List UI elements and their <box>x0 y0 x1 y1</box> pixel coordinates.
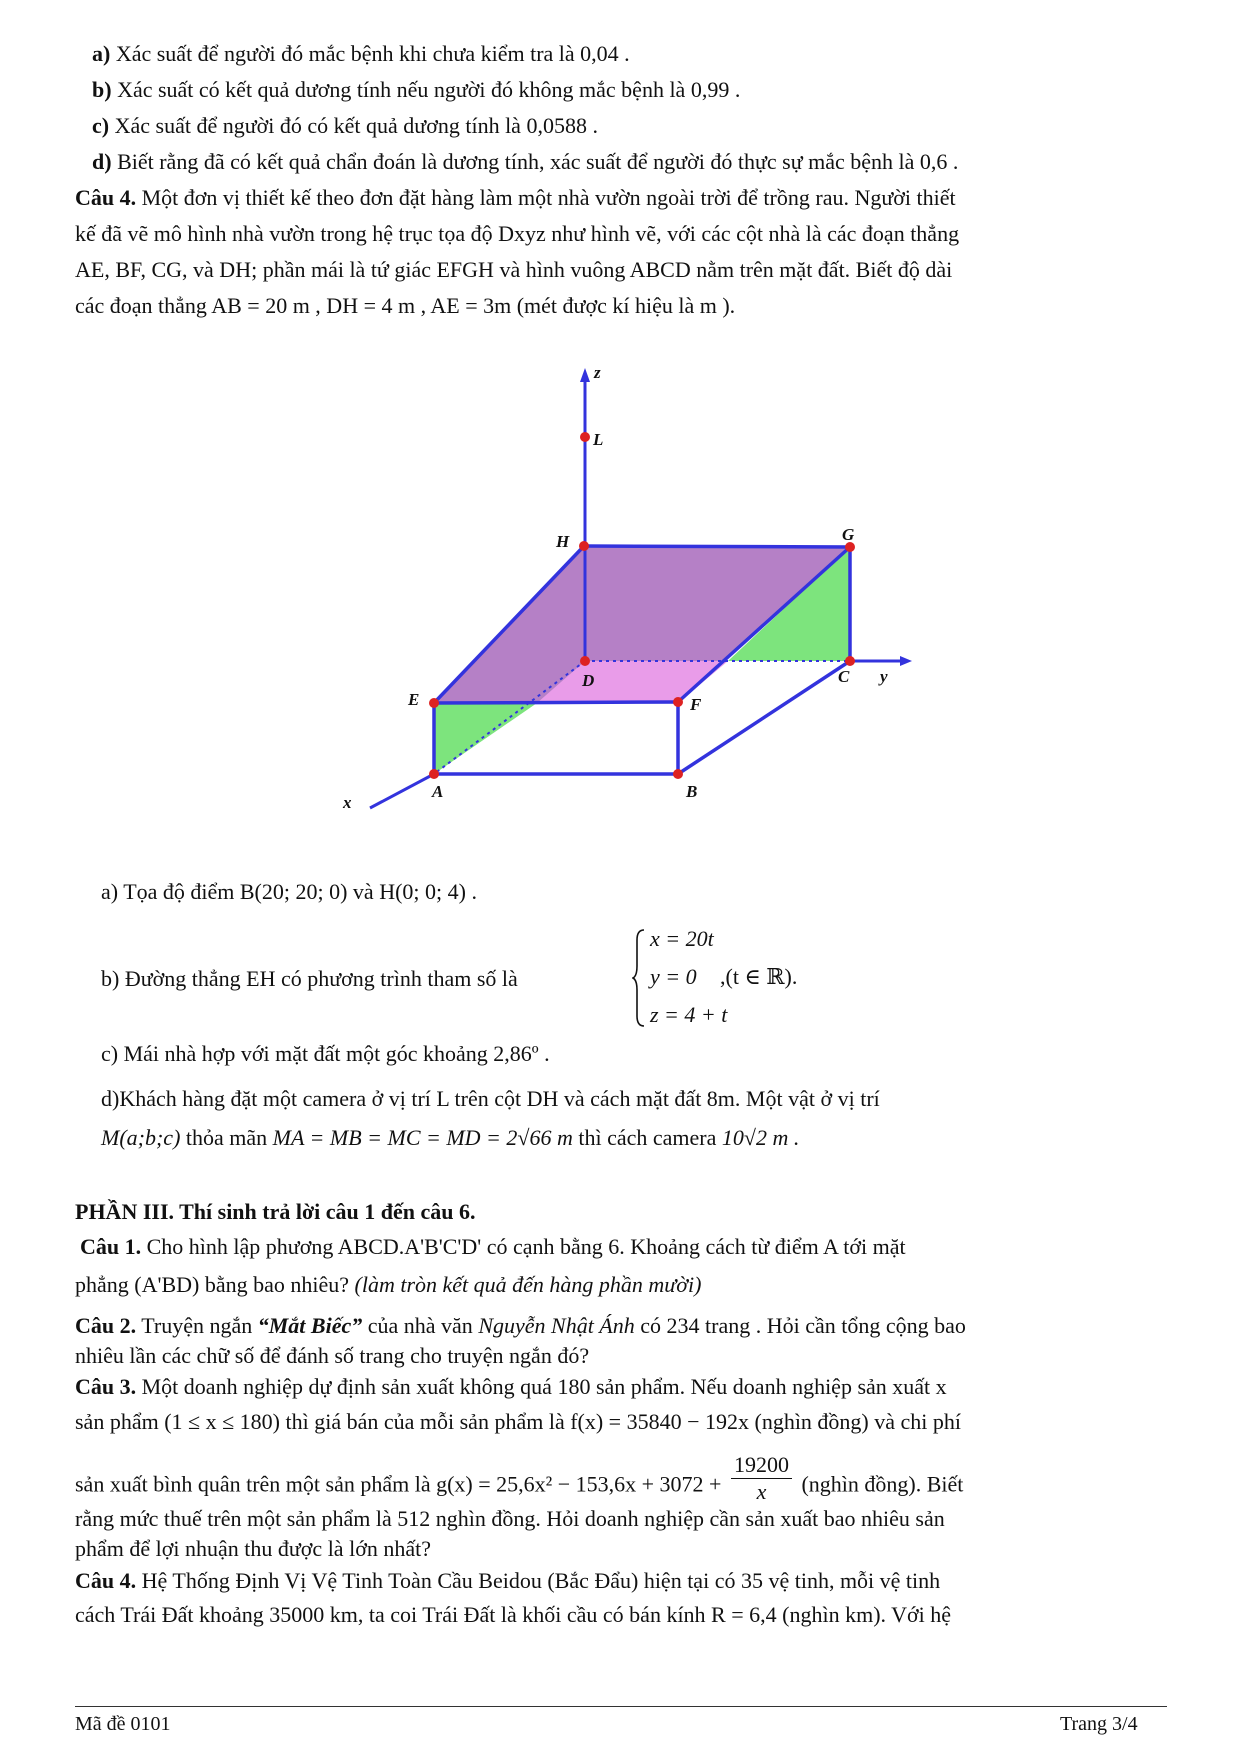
p3-c1-line2 <box>75 1271 702 1299</box>
c1-text-2: phẳng (A'BD) bằng bao nhiêu? <box>75 1272 355 1297</box>
q4-part-d-line2 <box>101 1124 799 1152</box>
label-E: E <box>408 690 420 709</box>
question-label: Câu 3. <box>75 1374 137 1399</box>
q4-part-b <box>101 965 518 993</box>
sys-param: ,(t ∈ ℝ). <box>720 964 798 989</box>
part-d-point: M(a;b;c) <box>101 1125 181 1150</box>
label-A: A <box>432 782 444 801</box>
p3-c2-line1 <box>75 1312 966 1340</box>
c1-note: (làm tròn kết quả đến hàng phần mười) <box>354 1272 702 1297</box>
question-label: Câu 2. <box>75 1313 137 1338</box>
p3-c3-line1 <box>75 1373 947 1401</box>
part-d-math: MA = MB = MC = MD = 2√66 m <box>272 1125 573 1150</box>
c4-text: Hệ Thống Định Vị Vệ Tinh Toàn Cầu Beidou (Bắc Đẩu) hiện tại có 35 vệ tinh, mỗi vệ tinh <box>136 1568 941 1593</box>
q4-part-d-line1 <box>75 1082 1167 1116</box>
label-L: L <box>593 430 604 449</box>
p3-c3-line2: sản phẩm (1 ≤ x ≤ 180) thì giá bán của mỗi sản phẩm là f(x) = 35840 − 192x (nghìn đồng) và chi phí <box>75 1409 962 1434</box>
c1-text: Cho hình lập phương ABCD.A'B'C'D' có cạnh bằng 6. Khoảng cách từ điểm A tới mặt <box>141 1234 906 1259</box>
p3-c3-line4: rằng mức thuế trên một sản phẩm là 512 nghìn đồng. Hỏi doanh nghiệp cần sản xuất bao nhiêu sản <box>75 1506 945 1531</box>
p3-c4-line2: cách Trái Đất khoảng 35000 km, ta coi Trái Đất là khối cầu có bán kính R = 6,4 (nghìn km). Với hệ <box>75 1602 952 1627</box>
c2-author: Nguyễn Nhật Ánh <box>478 1313 635 1338</box>
option-label: d) <box>92 149 112 174</box>
label-H: H <box>556 532 570 551</box>
p3-c4-line1 <box>75 1567 940 1595</box>
label-G: G <box>842 525 855 544</box>
label-y: y <box>880 667 888 686</box>
q4-line-1 <box>75 184 956 212</box>
question-label: Câu 4. <box>75 1568 137 1593</box>
x-axis <box>370 774 434 808</box>
question-label: Câu 1. <box>80 1234 142 1259</box>
sys-eq-3: z = 4 + t <box>650 1002 728 1027</box>
label-z: z <box>594 363 601 382</box>
c2-text-c: của nhà văn <box>362 1313 479 1338</box>
label-F: F <box>690 695 702 714</box>
part3-title: PHẦN III. Thí sinh trả lời câu 1 đến câu 6. <box>75 1199 476 1224</box>
q4-line-2: kế đã vẽ mô hình nhà vườn trong hệ trục tọa độ Dxyz như hình vẽ, với các cột nhà là các đoạn thẳng <box>75 221 960 246</box>
q4-part-a: a) Tọa độ điểm B(20; 20; 0) và H(0; 0; 4) . <box>101 879 477 904</box>
p3-c2-line2: nhiêu lần các chữ số để đánh số trang cho truyện ngắn đó? <box>75 1343 590 1368</box>
part-d-end: 10√2 m . <box>721 1125 800 1150</box>
z-arrow <box>580 368 590 382</box>
sys-eq-1: x = 20t <box>650 926 714 951</box>
c3-text: Một doanh nghiệp dự định sản xuất không quá 180 sản phẩm. Nếu doanh nghiệp sản xuất x <box>136 1374 947 1399</box>
c2-title: “Mắt Biếc” <box>257 1313 363 1338</box>
option-label: c) <box>92 113 110 138</box>
q3-option-a <box>92 40 630 68</box>
label-B: B <box>686 782 698 801</box>
c3-formula: sản xuất bình quân trên một sản phẩm là g(x) = 25,6x² − 153,6x + 3072 + <box>75 1471 722 1497</box>
q3-option-c <box>92 112 598 140</box>
option-label: b) <box>92 77 112 102</box>
fraction-numerator: 19200 <box>731 1452 792 1479</box>
sys-eq-2: y = 0 <box>650 964 697 989</box>
p3-c1-line1 <box>80 1233 906 1261</box>
fraction <box>731 1452 792 1505</box>
part-d-text: d)Khách hàng đặt một camera ở vị trí L trên cột DH và cách mặt đất 8m. Một vật ở vị trí <box>101 1086 880 1111</box>
c2-text-a: Truyện ngắn <box>136 1313 258 1338</box>
option-text: Xác suất có kết quả dương tính nếu người đó không mắc bệnh là 0,99 . <box>117 77 741 102</box>
footer-page-number: Trang 3/4 <box>1060 1713 1138 1735</box>
garden-house-figure <box>300 360 920 820</box>
part-b-prefix: b) Đường thẳng EH có phương trình tham số là <box>101 966 518 991</box>
footer-exam-code: Mã đề 0101 <box>75 1713 171 1735</box>
c2-text-e: có 234 trang . Hỏi cần tổng cộng bao <box>634 1313 966 1338</box>
brace <box>632 928 646 1028</box>
fraction-denominator: x <box>756 1479 767 1504</box>
label-x: x <box>343 793 352 812</box>
option-label: a) <box>92 41 111 66</box>
q4-part-c: c) Mái nhà hợp với mặt đất một góc khoảng 2,86º . <box>101 1041 550 1066</box>
label-D: D <box>582 671 595 690</box>
q3-option-b <box>92 76 740 104</box>
c3-unit: (nghìn đồng). Biết <box>801 1471 964 1497</box>
label-C: C <box>838 667 850 686</box>
p3-c3-line5: phẩm để lợi nhuận thu được là lớn nhất? <box>75 1536 431 1561</box>
y-arrow <box>900 656 912 666</box>
q4-line-3: AE, BF, CG, và DH; phần mái là tứ giác EFGH và hình vuông ABCD nằm trên mặt đất. Biết độ dài <box>75 257 953 282</box>
q4-line-4: các đoạn thẳng AB = 20 m , DH = 4 m , AE = 3m (mét được kí hiệu là m ). <box>75 293 736 318</box>
footer-rule <box>75 1706 1167 1707</box>
part-d-mid2: thì cách camera <box>572 1125 722 1150</box>
option-text: Xác suất để người đó có kết quả dương tính là 0,0588 . <box>114 113 598 138</box>
question-label: Câu 4. <box>75 185 137 210</box>
option-text: Xác suất để người đó mắc bệnh khi chưa kiểm tra là 0,04 . <box>115 41 630 66</box>
part-d-mid: thỏa mãn <box>180 1125 273 1150</box>
q4-text: Một đơn vị thiết kế theo đơn đặt hàng làm một nhà vườn ngoài trời để trồng rau. Người thiết <box>141 185 956 210</box>
option-text: Biết rằng đã có kết quả chẩn đoán là dương tính, xác suất để người đó thực sự mắc bệnh là 0,6 . <box>117 149 959 174</box>
q3-option-d <box>92 148 958 176</box>
